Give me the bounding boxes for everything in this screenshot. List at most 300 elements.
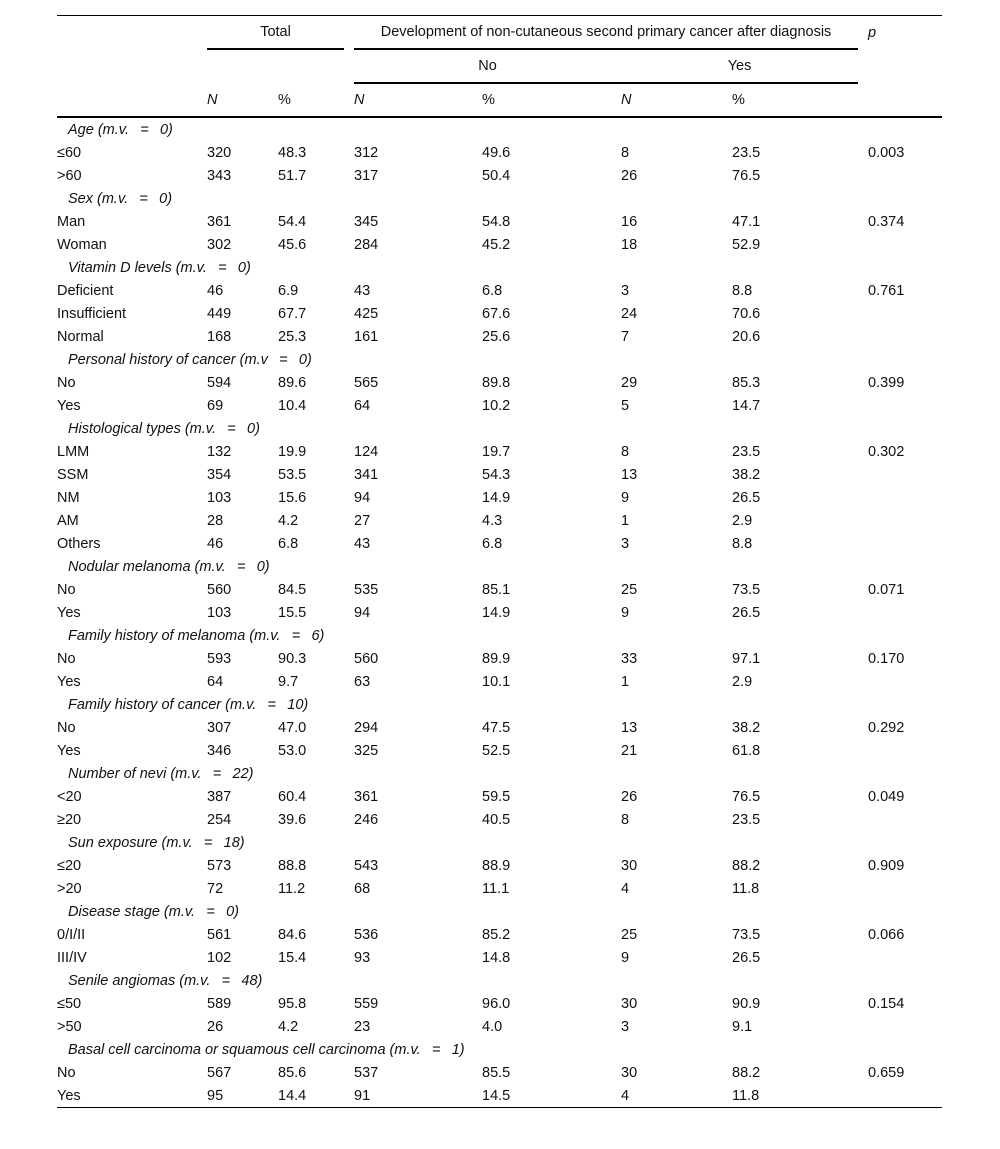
cell-yes-pct: 11.8	[732, 1084, 858, 1108]
cell-yes-pct: 38.2	[732, 466, 761, 483]
cell-yes-pct: 11.8	[732, 880, 760, 897]
cell-p-value: 0.170	[868, 650, 905, 667]
cell-no-pct: 10.1	[482, 673, 511, 690]
cell-total-n: 593	[207, 650, 232, 667]
cell-total-n: 102	[207, 949, 232, 966]
cell-no-n: 361	[354, 788, 379, 805]
group-title: Family history of melanoma (m.v. = 6)	[68, 627, 325, 644]
cell-total-n: 46	[207, 535, 224, 552]
cell-yes-pct: 2.9	[732, 673, 753, 690]
group-header-row	[57, 348, 942, 371]
cell-total-pct: 84.5	[278, 581, 307, 598]
row-label: No	[57, 374, 76, 391]
cell-p-value	[868, 1015, 942, 1038]
cell-p-value	[868, 808, 942, 831]
cell-total-n: 46	[207, 282, 224, 299]
cell-p-value	[868, 670, 942, 693]
cell-no-n: 312	[354, 144, 379, 161]
group-header-row	[57, 969, 942, 992]
group-header-row	[57, 187, 942, 210]
table-row	[57, 509, 942, 532]
cell-total-pct: 47.0	[278, 719, 307, 736]
cell-p-value: 0.302	[868, 443, 905, 460]
cell-no-pct: 19.7	[482, 443, 511, 460]
header-p: p	[868, 16, 942, 50]
table-row	[57, 1061, 942, 1084]
group-header-row	[57, 762, 942, 785]
cell-p-value	[868, 739, 942, 762]
cell-total-pct: 53.5	[278, 466, 307, 483]
cell-no-n: 284	[354, 236, 379, 253]
row-label: ≤50	[57, 995, 82, 1012]
cell-no-pct: 89.8	[482, 374, 511, 391]
cell-yes-n: 13	[621, 719, 638, 736]
cell-no-n: 559	[354, 995, 379, 1012]
table-row	[57, 854, 942, 877]
row-label: >50	[57, 1018, 82, 1035]
cell-total-pct: 89.6	[278, 374, 307, 391]
header-total-n: N	[207, 83, 278, 117]
cell-yes-pct: 97.1	[732, 650, 761, 667]
cell-total-n: 561	[207, 926, 232, 943]
row-label: SSM	[57, 466, 89, 483]
cell-no-pct: 96.0	[482, 995, 511, 1012]
cell-yes-n: 24	[621, 305, 638, 322]
header-no: No	[354, 49, 621, 83]
cell-no-n: 68	[354, 880, 371, 897]
cell-no-pct: 10.2	[482, 397, 511, 414]
row-label: LMM	[57, 443, 90, 460]
cell-p-value	[868, 164, 942, 187]
cell-total-n: 594	[207, 374, 232, 391]
cell-p-value: 0.909	[868, 857, 905, 874]
table-row	[57, 739, 942, 762]
cell-total-pct: 84.6	[278, 926, 307, 943]
cell-yes-n: 29	[621, 374, 638, 391]
group-header-row	[57, 693, 942, 716]
cell-yes-n: 8	[621, 443, 630, 460]
cell-yes-pct: 23.5	[732, 443, 761, 460]
cell-total-n: 307	[207, 719, 232, 736]
cell-yes-n: 4	[621, 1084, 732, 1108]
header-total-pct: %	[278, 83, 344, 117]
cell-no-pct: 45.2	[482, 236, 511, 253]
cell-total-n: 103	[207, 604, 232, 621]
table-row	[57, 923, 942, 946]
group-header-row	[57, 555, 942, 578]
cell-total-pct: 67.7	[278, 305, 307, 322]
cell-total-pct: 39.6	[278, 811, 307, 828]
cell-total-pct: 15.4	[278, 949, 307, 966]
cell-p-value	[868, 877, 942, 900]
cell-p-value: 0.003	[868, 144, 905, 161]
row-label: ≤60	[57, 144, 82, 161]
header-no-n: N	[354, 83, 482, 117]
cell-no-pct: 89.9	[482, 650, 511, 667]
table-row	[57, 463, 942, 486]
group-title: Histological types (m.v. = 0)	[68, 420, 260, 437]
cell-yes-n: 5	[621, 397, 630, 414]
cell-no-pct: 47.5	[482, 719, 511, 736]
cell-no-n: 43	[354, 535, 371, 552]
cell-yes-n: 18	[621, 236, 638, 253]
cell-no-pct: 11.1	[482, 880, 510, 897]
cell-yes-pct: 88.2	[732, 1064, 761, 1081]
group-header-row	[57, 256, 942, 279]
cell-no-n: 537	[354, 1064, 379, 1081]
row-label: No	[57, 650, 76, 667]
header-yes-n: N	[621, 83, 732, 117]
cell-yes-pct: 9.1	[732, 1018, 753, 1035]
cell-yes-n: 7	[621, 328, 630, 345]
cell-yes-pct: 90.9	[732, 995, 761, 1012]
cell-yes-n: 3	[621, 535, 630, 552]
table-row	[57, 302, 942, 325]
cell-no-pct: 40.5	[482, 811, 511, 828]
header-total: Total	[207, 16, 344, 50]
cell-total-pct: 85.6	[278, 1064, 307, 1081]
cell-no-n: 246	[354, 811, 379, 828]
table-row	[57, 1084, 942, 1108]
cell-no-pct: 14.9	[482, 604, 511, 621]
cell-total-pct: 90.3	[278, 650, 307, 667]
cell-total-pct: 10.4	[278, 397, 307, 414]
cell-total-n: 346	[207, 742, 232, 759]
cell-p-value	[868, 302, 942, 325]
group-header-row	[57, 624, 942, 647]
table-row	[57, 946, 942, 969]
cell-yes-n: 9	[621, 489, 630, 506]
cell-no-n: 535	[354, 581, 379, 598]
table-row	[57, 164, 942, 187]
row-label: Insufficient	[57, 305, 127, 322]
cell-no-n: 64	[354, 397, 371, 414]
cell-no-pct: 88.9	[482, 857, 511, 874]
cell-total-pct: 45.6	[278, 236, 307, 253]
table-row	[57, 394, 942, 417]
cell-p-value	[868, 486, 942, 509]
cell-total-n: 103	[207, 489, 232, 506]
cell-yes-pct: 88.2	[732, 857, 761, 874]
cell-no-n: 543	[354, 857, 379, 874]
cell-total-n: 26	[207, 1018, 224, 1035]
cell-p-value	[868, 233, 942, 256]
cell-p-value: 0.374	[868, 213, 905, 230]
cell-total-pct: 11.2	[278, 880, 306, 897]
cell-no-pct: 25.6	[482, 328, 511, 345]
table-row	[57, 1015, 942, 1038]
cell-p-value: 0.399	[868, 374, 905, 391]
group-title: Disease stage (m.v. = 0)	[68, 903, 239, 920]
cell-no-n: 565	[354, 374, 379, 391]
row-label: III/IV	[57, 949, 87, 966]
cell-p-value: 0.154	[868, 995, 905, 1012]
cell-yes-pct: 23.5	[732, 144, 761, 161]
group-header-row	[57, 900, 942, 923]
row-label: Yes	[57, 742, 81, 759]
cell-yes-pct: 70.6	[732, 305, 761, 322]
cell-total-n: 573	[207, 857, 232, 874]
cell-total-n: 72	[207, 880, 224, 897]
cell-no-n: 317	[354, 167, 379, 184]
group-title: Vitamin D levels (m.v. = 0)	[68, 259, 251, 276]
group-title: Senile angiomas (m.v. = 48)	[68, 972, 263, 989]
cell-p-value	[868, 394, 942, 417]
table-row	[57, 992, 942, 1015]
row-label: Man	[57, 213, 86, 230]
cell-no-pct: 50.4	[482, 167, 511, 184]
row-label: AM	[57, 512, 79, 529]
cell-no-pct: 4.0	[482, 1018, 503, 1035]
cell-yes-pct: 61.8	[732, 742, 761, 759]
cell-no-n: 27	[354, 512, 371, 529]
table-row	[57, 279, 942, 302]
cell-no-pct: 85.1	[482, 581, 511, 598]
group-header-row	[57, 831, 942, 854]
row-label: Others	[57, 535, 101, 552]
cell-no-pct: 4.3	[482, 512, 503, 529]
cell-yes-pct: 73.5	[732, 926, 761, 943]
row-label: Yes	[57, 397, 81, 414]
cell-total-pct: 48.3	[278, 144, 307, 161]
cell-p-value	[868, 509, 942, 532]
cell-total-n: 354	[207, 466, 232, 483]
cell-yes-n: 21	[621, 742, 638, 759]
row-label: NM	[57, 489, 80, 506]
row-label: 0/I/II	[57, 926, 86, 943]
cell-no-n: 161	[354, 328, 379, 345]
cell-p-value: 0.049	[868, 788, 905, 805]
cell-no-n: 94	[354, 604, 371, 621]
cell-yes-n: 30	[621, 995, 638, 1012]
cell-no-n: 560	[354, 650, 379, 667]
cell-p-value	[868, 325, 942, 348]
cell-p-value: 0.292	[868, 719, 905, 736]
group-title: Family history of cancer (m.v. = 10)	[68, 696, 309, 713]
table-row	[57, 808, 942, 831]
cell-no-pct: 14.8	[482, 949, 511, 966]
cell-no-n: 325	[354, 742, 379, 759]
cell-total-n: 567	[207, 1064, 232, 1081]
cell-total-pct: 60.4	[278, 788, 307, 805]
table-row	[57, 877, 942, 900]
cell-yes-pct: 8.8	[732, 282, 753, 299]
cell-total-n: 28	[207, 512, 224, 529]
cell-total-pct: 88.8	[278, 857, 307, 874]
cell-no-n: 345	[354, 213, 379, 230]
header-no-pct: %	[482, 83, 621, 117]
cell-total-pct: 4.2	[278, 512, 299, 529]
cell-p-value	[868, 1084, 942, 1108]
cell-total-n: 343	[207, 167, 232, 184]
cell-no-n: 124	[354, 443, 379, 460]
cell-yes-pct: 8.8	[732, 535, 753, 552]
row-label: Normal	[57, 328, 104, 345]
table-row	[57, 716, 942, 739]
cell-yes-pct: 14.7	[732, 397, 761, 414]
cell-yes-pct: 2.9	[732, 512, 753, 529]
table-row	[57, 486, 942, 509]
cell-no-n: 341	[354, 466, 379, 483]
cell-yes-pct: 52.9	[732, 236, 761, 253]
cell-total-pct: 54.4	[278, 213, 307, 230]
cell-yes-n: 3	[621, 1018, 630, 1035]
table-row	[57, 210, 942, 233]
group-title: Basal cell carcinoma or squamous cell carcinoma (m.v. = 1)	[68, 1041, 465, 1058]
cell-yes-n: 1	[621, 673, 630, 690]
cell-total-pct: 4.2	[278, 1018, 299, 1035]
cell-yes-n: 25	[621, 581, 638, 598]
group-header-row	[57, 417, 942, 440]
cell-p-value: 0.761	[868, 282, 905, 299]
cell-p-value	[868, 601, 942, 624]
cell-yes-n: 30	[621, 857, 638, 874]
cell-no-pct: 14.9	[482, 489, 511, 506]
cell-total-n: 589	[207, 995, 232, 1012]
table-row	[57, 670, 942, 693]
row-label: Deficient	[57, 282, 114, 299]
table-row	[57, 785, 942, 808]
row-label: ≤20	[57, 857, 82, 874]
cell-total-n: 302	[207, 236, 232, 253]
cell-no-pct: 6.8	[482, 282, 503, 299]
cell-total-pct: 51.7	[278, 167, 307, 184]
cell-yes-pct: 26.5	[732, 604, 761, 621]
row-label: Yes	[57, 1084, 207, 1108]
cell-p-value: 0.659	[868, 1064, 905, 1081]
cell-no-n: 294	[354, 719, 379, 736]
cell-total-n: 361	[207, 213, 232, 230]
table-row	[57, 601, 942, 624]
cell-total-pct: 95.8	[278, 995, 307, 1012]
cell-total-n: 132	[207, 443, 232, 460]
cell-no-n: 536	[354, 926, 379, 943]
cell-p-value: 0.066	[868, 926, 905, 943]
cell-no-pct: 54.3	[482, 466, 511, 483]
cell-total-n: 320	[207, 144, 232, 161]
group-title: Number of nevi (m.v. = 22)	[68, 765, 254, 782]
cell-no-pct: 14.5	[482, 1084, 621, 1108]
group-title: Personal history of cancer (m.v = 0)	[68, 351, 312, 368]
group-header-row	[57, 1038, 942, 1061]
header-development: Development of non-cutaneous second primary cancer after diagnosis	[354, 16, 858, 50]
cell-p-value: 0.071	[868, 581, 905, 598]
table-row	[57, 141, 942, 164]
cell-yes-pct: 26.5	[732, 949, 761, 966]
cell-yes-n: 33	[621, 650, 638, 667]
cell-yes-n: 13	[621, 466, 638, 483]
cell-p-value	[868, 532, 942, 555]
table-row	[57, 578, 942, 601]
group-title: Sex (m.v. = 0)	[68, 190, 173, 207]
cell-yes-pct: 85.3	[732, 374, 761, 391]
cell-no-n: 425	[354, 305, 379, 322]
row-label: No	[57, 1064, 76, 1081]
cell-yes-n: 16	[621, 213, 638, 230]
table-row	[57, 532, 942, 555]
cell-yes-n: 4	[621, 880, 630, 897]
cell-total-pct: 25.3	[278, 328, 307, 345]
row-label: Yes	[57, 673, 81, 690]
group-title: Nodular melanoma (m.v. = 0)	[68, 558, 270, 575]
table-body	[57, 117, 942, 1108]
cell-no-pct: 54.8	[482, 213, 511, 230]
cell-yes-pct: 73.5	[732, 581, 761, 598]
cell-total-pct: 53.0	[278, 742, 307, 759]
cell-p-value	[868, 463, 942, 486]
row-label: Woman	[57, 236, 107, 253]
cell-total-pct: 15.5	[278, 604, 307, 621]
cell-p-value	[868, 946, 942, 969]
cell-total-pct: 19.9	[278, 443, 307, 460]
cell-yes-pct: 23.5	[732, 811, 761, 828]
cell-total-n: 560	[207, 581, 232, 598]
cell-no-n: 23	[354, 1018, 371, 1035]
cell-yes-n: 1	[621, 512, 630, 529]
cell-yes-n: 8	[621, 144, 630, 161]
cell-no-pct: 52.5	[482, 742, 511, 759]
row-label: >20	[57, 880, 82, 897]
header-yes: Yes	[621, 49, 858, 83]
cell-no-n: 91	[354, 1084, 482, 1108]
header-yes-pct: %	[732, 83, 858, 117]
cell-total-n: 64	[207, 673, 224, 690]
cell-no-n: 63	[354, 673, 371, 690]
cell-yes-pct: 76.5	[732, 167, 761, 184]
cell-yes-n: 8	[621, 811, 630, 828]
table-row	[57, 440, 942, 463]
cell-total-n: 387	[207, 788, 232, 805]
cell-total-n: 449	[207, 305, 232, 322]
cell-yes-n: 9	[621, 604, 630, 621]
cell-no-n: 43	[354, 282, 371, 299]
cell-yes-n: 25	[621, 926, 638, 943]
row-label: ≥20	[57, 811, 82, 828]
cell-no-pct: 59.5	[482, 788, 511, 805]
cell-no-n: 93	[354, 949, 371, 966]
cell-no-n: 94	[354, 489, 371, 506]
table-row	[57, 233, 942, 256]
table-row	[57, 371, 942, 394]
row-label: No	[57, 581, 76, 598]
cell-total-pct: 9.7	[278, 673, 299, 690]
table-row	[57, 325, 942, 348]
cell-no-pct: 49.6	[482, 144, 511, 161]
cell-total-n: 168	[207, 328, 232, 345]
cell-yes-pct: 38.2	[732, 719, 761, 736]
cell-total-pct: 6.8	[278, 535, 299, 552]
cell-total-pct: 14.4	[278, 1084, 344, 1108]
cell-no-pct: 6.8	[482, 535, 503, 552]
table-row	[57, 647, 942, 670]
cell-no-pct: 85.2	[482, 926, 511, 943]
cell-total-n: 69	[207, 397, 224, 414]
cell-yes-n: 26	[621, 167, 638, 184]
cell-yes-pct: 76.5	[732, 788, 761, 805]
cell-yes-n: 30	[621, 1064, 638, 1081]
cell-yes-pct: 47.1	[732, 213, 761, 230]
row-label: No	[57, 719, 76, 736]
group-title: Sun exposure (m.v. = 18)	[68, 834, 245, 851]
cell-no-pct: 67.6	[482, 305, 511, 322]
table-header	[57, 16, 942, 118]
cell-yes-n: 3	[621, 282, 630, 299]
row-label: >60	[57, 167, 82, 184]
cell-yes-n: 26	[621, 788, 638, 805]
cell-total-n: 254	[207, 811, 232, 828]
cell-yes-n: 9	[621, 949, 630, 966]
cell-yes-pct: 20.6	[732, 328, 761, 345]
